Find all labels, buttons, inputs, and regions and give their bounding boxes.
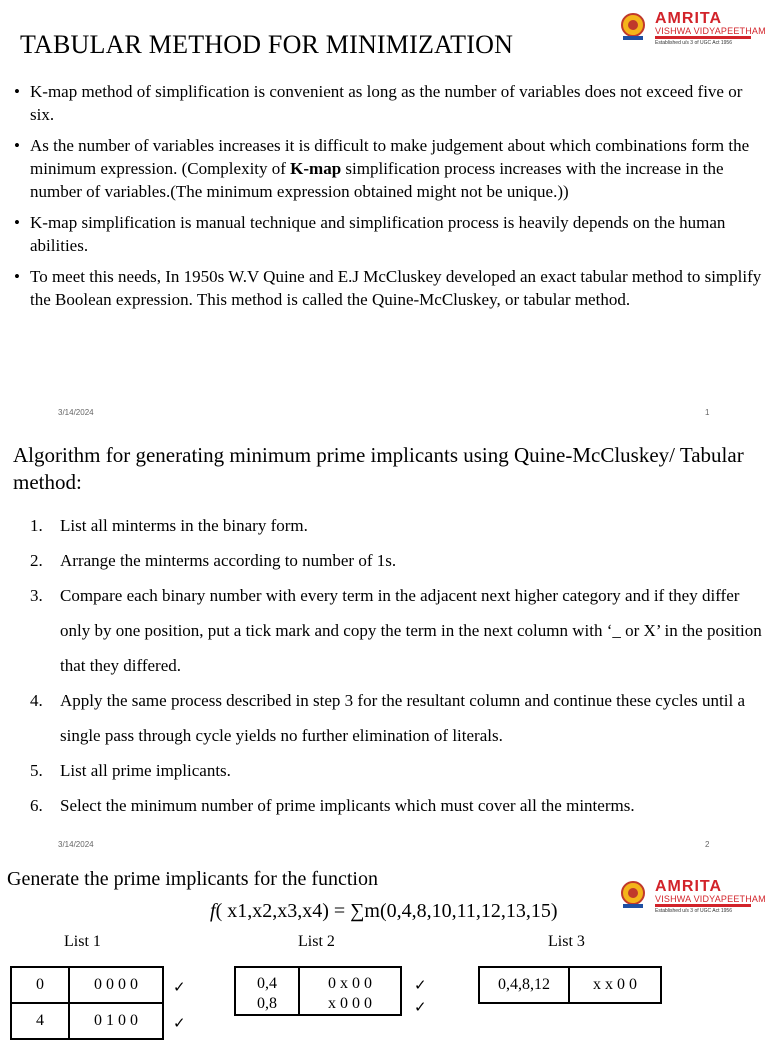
slide-3 <box>0 860 768 1032</box>
logo-established: Established u/s 3 of UGC Act 1956 <box>655 908 732 914</box>
tick-icon: ✓ <box>414 976 427 994</box>
slide-title: TABULAR METHOD FOR MINIMIZATION <box>20 30 514 59</box>
tick-icon: ✓ <box>414 998 427 1016</box>
minterm-cell: 0 <box>11 967 69 1003</box>
logo-bar <box>655 36 751 39</box>
slide-1 <box>0 0 768 426</box>
slide-date: 3/14/2024 <box>58 840 94 849</box>
table-row <box>11 967 163 1003</box>
algorithm-steps <box>30 508 762 823</box>
list1-label: List 1 <box>64 933 101 950</box>
bullet-item: • As the number of variables increases it is difficult to make judgement about which combinations form the minimum expression. (Complexity of K-map simplification process increases with the increase in the number of variables.(The minimum expression obtained might not be unique.)) <box>14 136 750 201</box>
binary-cell: 0 1 0 0 <box>69 1003 163 1039</box>
logo-bar <box>655 904 751 907</box>
slide-2 <box>0 430 768 856</box>
bullet-item: • K-map simplification is manual technique and simplification process is heavily depends on the human abilities. <box>14 213 726 255</box>
tick-icon: ✓ <box>173 1014 186 1032</box>
tick-icon: ✓ <box>173 978 186 996</box>
minterm-cell: 0,4,8,12 <box>479 967 569 1003</box>
slide-number: 2 <box>705 840 710 849</box>
amrita-seal-icon <box>619 12 647 42</box>
bullet-item: • K-map method of simplification is convenient as long as the number of variables does not exceed five or six. <box>14 82 743 124</box>
logo-brand: AMRITA <box>655 878 723 895</box>
list1-table <box>10 966 164 1040</box>
table-row <box>235 967 401 1015</box>
slide-number: 1 <box>705 408 710 417</box>
binary-cell: x x 0 0 <box>569 967 661 1003</box>
amrita-logo <box>615 10 766 50</box>
step-item: 5. List all prime implicants. <box>30 761 231 780</box>
step-item: 2. Arrange the minterms according to number of 1s. <box>30 551 397 570</box>
list3-table <box>478 966 662 1004</box>
slide-title: Algorithm for generating minimum prime implicants using Quine-McCluskey/ Tabular method: <box>13 443 744 494</box>
table-row <box>479 967 661 1003</box>
step-item: 4. Apply the same process described in step 3 for the resultant column and continue these cycles until a single pass through cycle yields no further elimination of literals. <box>30 691 745 745</box>
logo-subtitle: VISHWA VIDYAPEETHAM <box>655 894 766 904</box>
boolean-function: f( x1,x2,x3,x4) = ∑m(0,4,8,10,11,12,13,15) <box>210 900 558 922</box>
list2-label: List 2 <box>298 933 335 950</box>
slide-date: 3/14/2024 <box>58 408 94 417</box>
logo-brand: AMRITA <box>655 10 723 27</box>
binary-cell: 0 0 0 0 <box>69 967 163 1003</box>
minterm-cell: 0,4 0,8 <box>235 967 299 1015</box>
binary-cell: 0 x 0 0 x 0 0 0 <box>299 967 401 1015</box>
step-item: 6. Select the minimum number of prime implicants which must cover all the minterms. <box>30 796 635 815</box>
slide-title: Generate the prime implicants for the function <box>7 868 378 890</box>
logo-established: Established u/s 3 of UGC Act 1956 <box>655 40 732 46</box>
bullet-list <box>10 80 762 319</box>
step-item: 1. List all minterms in the binary form. <box>30 516 308 535</box>
minterm-cell: 4 <box>11 1003 69 1039</box>
list3-label: List 3 <box>548 933 585 950</box>
step-item: 3. Compare each binary number with every term in the adjacent next higher category and if they differ only by one position, put a tick mark and copy the term in the next column with ‘_ or X’ in the position that they differed. <box>30 586 762 675</box>
list2-table <box>234 966 402 1016</box>
amrita-seal-icon <box>619 880 647 910</box>
logo-subtitle: VISHWA VIDYAPEETHAM <box>655 26 766 36</box>
amrita-logo <box>615 878 766 918</box>
bullet-item: • To meet this needs, In 1950s W.V Quine and E.J McCluskey developed an exact tabular method to simplify the Boolean expression. This method is called the Quine-McCluskey, or tabular method. <box>14 267 762 309</box>
table-row <box>11 1003 163 1039</box>
